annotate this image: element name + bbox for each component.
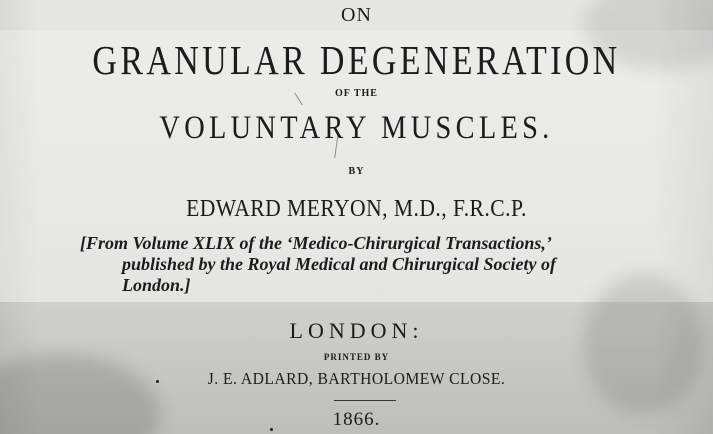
source-line: London.]: [122, 275, 191, 295]
main-title-line-1: GRANULAR DEGENERATION: [92, 37, 621, 83]
source-note: [80, 233, 660, 296]
divider-rule: [334, 400, 396, 401]
source-line: [From Volume XLIX of the ‘Medico-Chirurgical Transactions,’: [80, 233, 552, 253]
title-connector: OF THE: [335, 88, 378, 99]
main-title-line-2: VOLUNTARY MUSCLES.: [159, 110, 554, 146]
publication-year: 1866.: [332, 409, 381, 430]
source-line: published by the Royal Medical and Chirurgical Society of: [122, 254, 557, 274]
printer-name: J. E. ADLARD, BARTHOLOMEW CLOSE.: [207, 369, 506, 388]
ink-speck: [270, 428, 273, 431]
title-prefix: ON: [341, 4, 372, 26]
publication-city: LONDON:: [289, 318, 424, 343]
author-prefix: BY: [348, 166, 365, 177]
printer-prefix: PRINTED BY: [323, 352, 390, 362]
author-name: EDWARD MERYON, M.D., F.R.C.P.: [186, 196, 527, 222]
ink-speck: [156, 380, 159, 383]
